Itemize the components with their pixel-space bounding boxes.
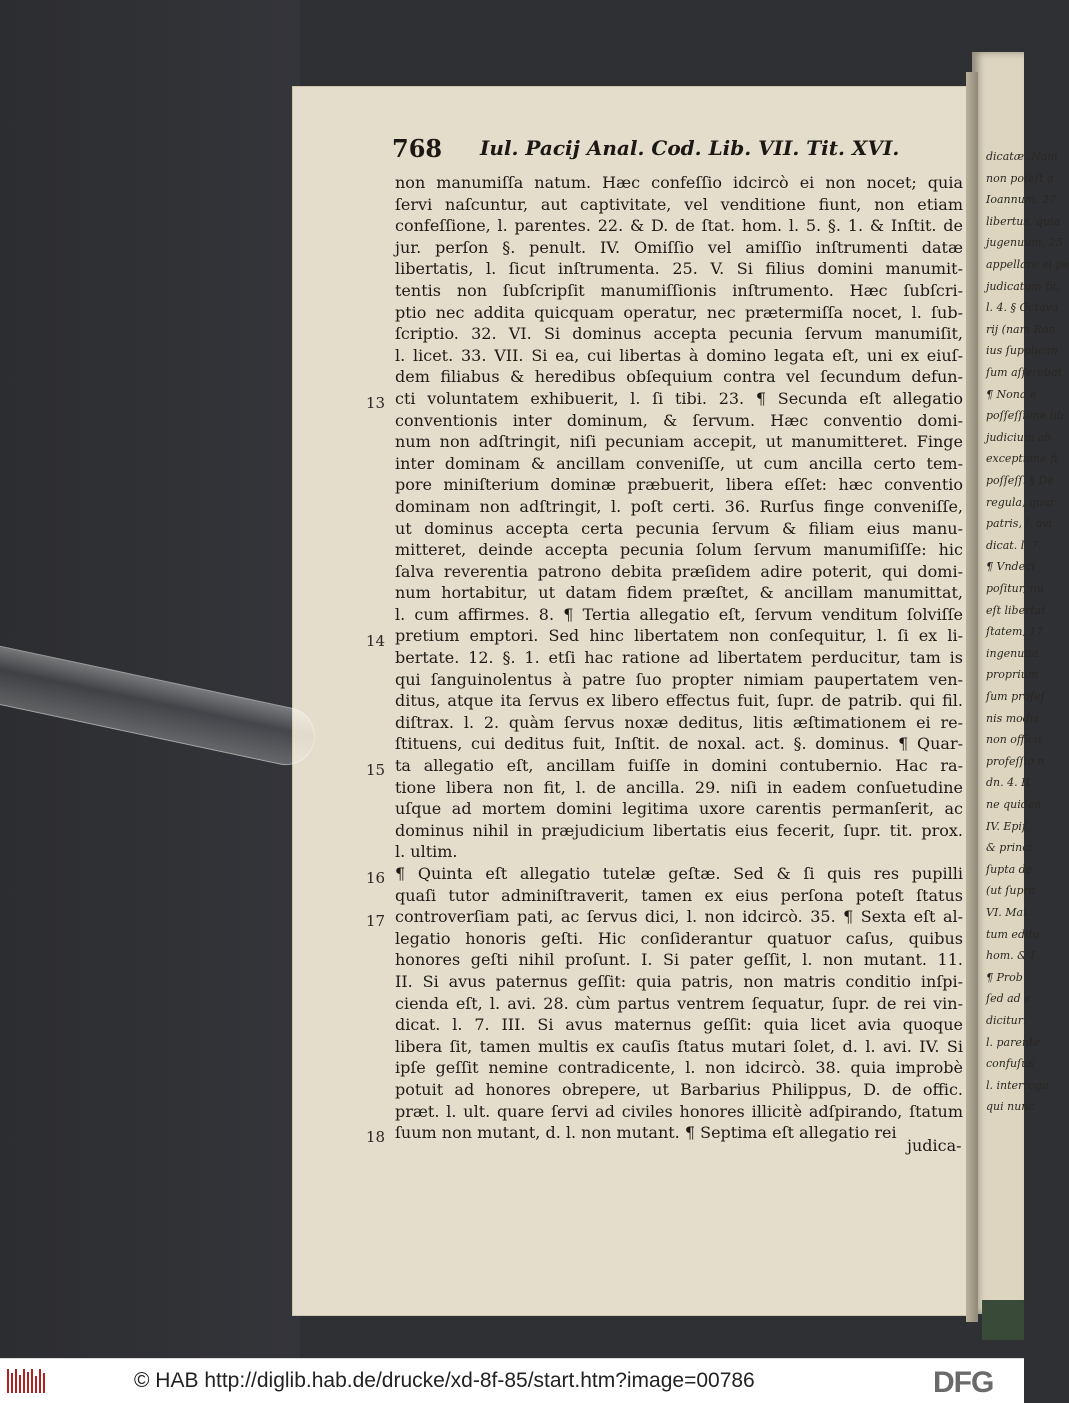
text-line: confeſſione, l. parentes. 22. & D. de ſtat. hom. l. 5. §. 1. & Inſtit. de <box>395 216 963 236</box>
text-line: num non adſtringit, niſi pecuniam accepit, ut manumitteret. Finge <box>395 432 963 452</box>
text-line: quaſi tutor adminiſtraverit, tamen ex eius perſona poteſt ſtatus <box>395 885 963 905</box>
facing-text-line: ¶ Vndeci <box>986 560 1035 574</box>
facing-text-line: proprium <box>986 668 1039 682</box>
text-line: cienda eſt, l. avi. 28. cùm partus ventrem ſequatur, ſupr. de rei vin- <box>395 993 963 1013</box>
text-line: ta allegatio eſt, ancillam fuiſſe in domini contubernio. Hac ra- <box>395 756 963 776</box>
text-line: bertate. 12. §. 1. etſi hac ratione ad libertatem perducitur, tam is <box>395 648 963 668</box>
text-line: controverſiam pati, ac ſervus dici, l. non idcircò. 35. ¶ Sexta eſt al- <box>395 907 963 927</box>
text-line: ptio nec addita quicquam operatur, nec prætermiſſa nocet, l. ſub- <box>395 302 963 322</box>
facing-text-line: ¶ Prob <box>986 970 1023 984</box>
text-line: II. Si avus paternus geſſit: quia patris, non matris conditio inſpi- <box>395 971 963 991</box>
margin-number: 18 <box>366 1128 386 1147</box>
text-line: libertatis, l. ſicut inſtrumenta. 25. V. Si filius domini manumit- <box>395 259 963 279</box>
facing-text-line: poſſeſſ. § De <box>986 474 1054 487</box>
page-number: 768 <box>392 134 443 163</box>
text-line: potuit ad honores obrepere, ut Barbarius Philippus, D. de offic. <box>395 1079 963 1099</box>
text-line: uſque ad mortem domini legitima uxore carentis permanſerit, ac <box>395 799 963 819</box>
text-line: mitteret, deinde accepta pecunia ſolum ſervum manumiſiſſe: hic <box>395 540 963 560</box>
catchword: judica- <box>907 1136 962 1155</box>
text-line: ipſe geſſit nemine contradicente, l. non idcircò. 38. quia improbè <box>395 1058 963 1078</box>
facing-text-line: IV. Epiſ <box>986 819 1027 833</box>
text-line: dicat. l. 7. III. Si avus maternus geſſit: quia licet avia quoque <box>395 1015 963 1035</box>
text-line: honores geſti nihil proſunt. I. Si pater geſſit, l. non mutant. 11. <box>395 950 963 970</box>
text-line: jur. perſon §. penult. IV. Omiſſio vel amiſſio inſtrumenti datæ <box>395 237 963 257</box>
hab-barcode-logo-icon <box>6 1367 46 1395</box>
text-line: diſtrax. l. 2. quàm ſervus noxæ deditus, litis æſtimationem ei re- <box>395 712 963 732</box>
facing-text-line: ſed ad e <box>986 992 1031 1006</box>
margin-number: 17 <box>366 912 386 931</box>
facing-text-line: Ioannum. 27. <box>986 193 1060 207</box>
text-line: tentis non ſubſcripſit manumiſſionis inſtrumento. Hæc ſubſcri- <box>395 280 963 300</box>
text-line: ſalva reverentia patrono debita præſidem adire poterit, qui domi- <box>395 561 963 581</box>
text-line: dominam non adſtringit, l. poſt certi. 36. Rurſus finge conveniſſe, <box>395 496 963 516</box>
facing-text-line: rij (nam Ron <box>986 322 1056 336</box>
facing-text-line: tum editu <box>986 927 1041 941</box>
facing-text-line: (ut ſupra <box>986 884 1036 898</box>
facing-text-line: dicitur: <box>986 1014 1027 1027</box>
text-line: ut dominus accepta certa pecunia ſervum & filiam eius manu- <box>395 518 963 538</box>
text-line: libera ſit, tamen multis ex cauſis ſtatus mutari ſolet, d. l. avi. IV. Si <box>395 1036 963 1056</box>
margin-number: 16 <box>366 869 386 888</box>
facing-text-line: eſt libertat <box>986 603 1046 617</box>
margin-number: 13 <box>366 394 386 412</box>
page-gutter <box>966 72 978 1322</box>
text-line: legatio honoris geſti. Hic conſiderantur quatuor caſus, quibus <box>395 928 963 948</box>
facing-text-line: & princi <box>986 841 1032 855</box>
text-line: tione libera non fit, l. de ancilla. 29. niſi in eadem conſuetudine <box>395 777 963 797</box>
text-line: cti voluntatem exhibuerit, l. ſi tibi. 23. ¶ Secunda eſt allegatio <box>395 388 963 408</box>
text-line: inter dominam & ancillam conveniſſe, ut cum ancilla certo tem- <box>395 453 963 473</box>
text-line: conventionis inter dominum, & ſervum. Hæc conventio domi- <box>395 410 963 430</box>
facing-text-line: appellare ei pe <box>986 258 1069 271</box>
text-line: pretium emptori. Sed hinc libertatem non conſequitur, l. ſi ex li- <box>395 626 963 646</box>
facing-text-line: poſitur, nu <box>986 582 1044 595</box>
text-line: l. licet. 33. VII. Si ea, cui libertas à domino legata eſt, uni ex eiuſ- <box>395 345 963 365</box>
text-line: dominus nihil in præjudicium libertatis eius fecerit, ſupr. tit. prox. <box>395 820 963 840</box>
text-line: ſervi naſcuntur, aut captivitate, vel venditione fiunt, non etiam <box>395 194 963 214</box>
text-line: pore miniſterium dominæ præbuerit, libera eſſet: hæc conventio <box>395 475 963 495</box>
facing-text-line: exceptione fi <box>986 452 1058 466</box>
text-line: l. ultim. <box>395 842 458 862</box>
text-line: præt. l. ult. quare ſervi ad civiles honores illicitè adſpirando, ſtatum <box>395 1101 963 1121</box>
facing-text-line: l. interroga <box>986 1078 1049 1092</box>
facing-text-line: libertus, quia <box>986 214 1061 228</box>
facing-text-line: qui nunc <box>986 1100 1035 1114</box>
facing-text-line: non poteſt a <box>986 171 1054 185</box>
facing-text-line: judicium ab <box>986 430 1052 444</box>
text-line: num hortabitur, ut datam fidem præſtet, & ancillam manumittat, <box>395 583 963 603</box>
text-line: ¶ Quinta eſt allegatio tutelæ geſtæ. Sed & ſi quis res pupilli <box>395 864 963 883</box>
facing-text-line: judicatum fit, <box>986 279 1061 293</box>
facing-text-line: dicat. l. 7. <box>986 538 1042 552</box>
facing-text-line: non officit <box>986 733 1043 747</box>
margin-number: 14 <box>366 631 386 650</box>
text-line: ditus, atque ita ſervus ex libero effectus fuit, ſupr. de patrib. qui fil. <box>395 691 963 711</box>
svg-text:DFG: DFG <box>933 1366 994 1399</box>
text-line: qui ſanguinolentus à patre ſuo propter nimiam paupertatem ven- <box>395 669 963 689</box>
text-line: ſcriptio. 32. VI. Si dominus accepta pecunia ſervum manumiſit, <box>395 324 963 344</box>
facing-page <box>972 52 1069 1314</box>
facing-text-line: regula, quar <box>986 495 1055 509</box>
footer-bar <box>0 1358 1024 1403</box>
facing-text-line: patris, l. avi <box>986 517 1053 531</box>
facing-text-line: ſum aſſerebat <box>986 366 1063 379</box>
facing-text-line: poſſeſſione lib <box>986 409 1064 423</box>
facing-text-line: ingenuita <box>986 646 1039 660</box>
facing-text-line: l. parente <box>986 1035 1040 1049</box>
facing-text-line: jugenuum. 25 <box>986 236 1063 250</box>
facing-text-line: ¶ Nona e <box>986 387 1037 401</box>
facing-text-line: confuſus <box>986 1057 1034 1071</box>
text-line: ſuum non mutant, d. l. non mutant. ¶ Septima eſt allegatio rei <box>395 1123 897 1143</box>
facing-text-line: profeſſio n <box>986 754 1045 768</box>
facing-text-line: dn. 4. II <box>986 776 1030 790</box>
text-line: l. cum affirmes. 8. ¶ Tertia allegatio eſt, ſervum venditum ſolviſſe <box>395 604 963 624</box>
running-title: Iul. Pacij Anal. Cod. Lib. VII. Tit. XVI. <box>480 136 900 160</box>
facing-text-line: dicatæ. Nam <box>986 150 1058 163</box>
facing-text-line: l. 4. § Octava <box>986 301 1059 315</box>
text-line: non manumiſſa natum. Hæc confeſſio idcircò ei non nocet; quia <box>395 173 963 192</box>
facing-text-line: ſum profeſ <box>986 690 1045 703</box>
facing-cover-edge <box>982 1300 1024 1340</box>
facing-text-line: nis modis <box>986 711 1040 725</box>
facing-text-line: ius ſupplican <box>986 344 1058 358</box>
facing-text-line: hom. & I <box>986 949 1035 963</box>
page-body-text <box>395 172 963 1144</box>
facing-text-line: ſupta de <box>986 862 1033 876</box>
margin-number: 15 <box>366 761 386 780</box>
credit-link[interactable]: © HAB http://diglib.hab.de/drucke/xd-8f-85/start.htm?image=00786 <box>134 1369 755 1392</box>
dfg-logo-icon <box>933 1366 1019 1399</box>
facing-text-line: VI. Mat <box>986 906 1028 919</box>
text-line: ſtituens, cui deditus fuit, Inſtit. de noxal. act. §. dominus. ¶ Quar- <box>395 734 963 754</box>
text-line: dem filiabus & heredibus obſequium contra vel ſecundum defun- <box>395 367 963 387</box>
facing-text-line: ſtatem, 17. <box>986 625 1047 639</box>
facing-text-line: ne quiden <box>986 798 1042 811</box>
